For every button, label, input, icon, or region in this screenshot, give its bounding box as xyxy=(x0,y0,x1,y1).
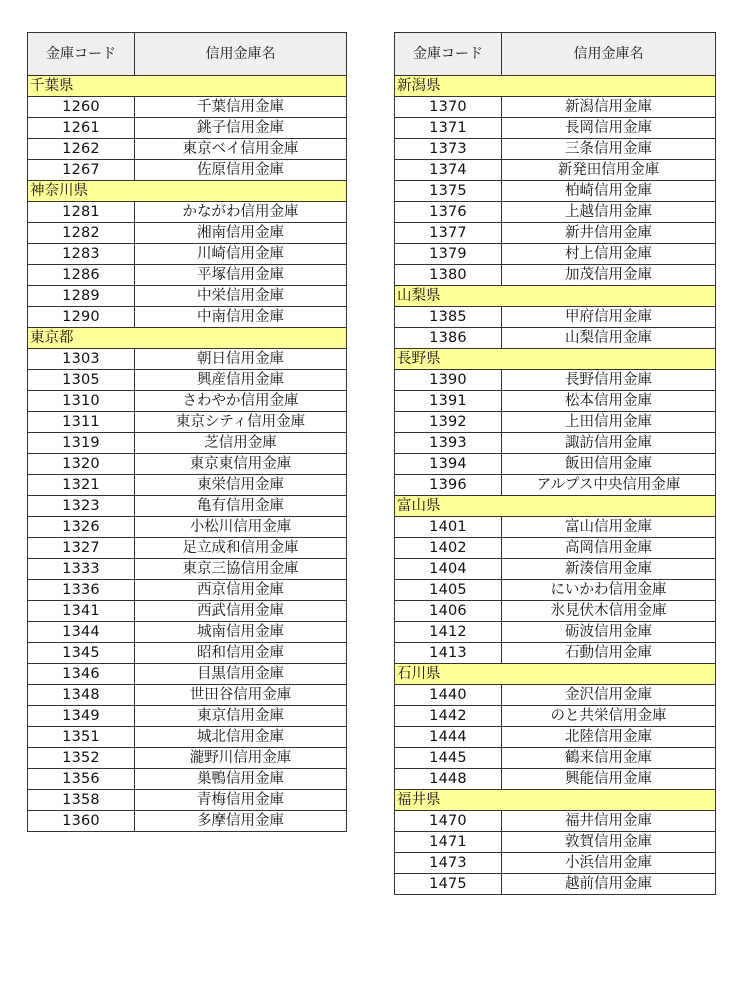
table-row xyxy=(395,559,716,580)
table-row xyxy=(28,685,347,706)
table-row xyxy=(395,727,716,748)
bank-code: 1290 xyxy=(28,307,135,328)
bank-name: 氷見伏木信用金庫 xyxy=(502,601,716,622)
prefecture-row xyxy=(395,76,716,97)
table-row xyxy=(395,580,716,601)
bank-code: 1413 xyxy=(395,643,502,664)
bank-name: 新発田信用金庫 xyxy=(502,160,716,181)
table-row xyxy=(395,223,716,244)
bank-code: 1401 xyxy=(395,517,502,538)
prefecture-label: 新潟県 xyxy=(395,76,716,97)
bank-code: 1370 xyxy=(395,97,502,118)
header-code: 金庫コード xyxy=(28,33,135,76)
bank-code: 1393 xyxy=(395,433,502,454)
prefecture-label: 東京都 xyxy=(28,328,347,349)
bank-name: 小松川信用金庫 xyxy=(135,517,347,538)
bank-name: 石動信用金庫 xyxy=(502,643,716,664)
prefecture-row xyxy=(395,286,716,307)
table-row xyxy=(28,265,347,286)
table-row xyxy=(28,139,347,160)
bank-code: 1406 xyxy=(395,601,502,622)
bank-name: 城南信用金庫 xyxy=(135,622,347,643)
table-row xyxy=(395,244,716,265)
bank-code: 1262 xyxy=(28,139,135,160)
bank-name: 亀有信用金庫 xyxy=(135,496,347,517)
bank-name: 千葉信用金庫 xyxy=(135,97,347,118)
bank-name: 湘南信用金庫 xyxy=(135,223,347,244)
prefecture-label: 神奈川県 xyxy=(28,181,347,202)
table-row xyxy=(28,748,347,769)
bank-code: 1475 xyxy=(395,874,502,895)
table-row xyxy=(395,118,716,139)
table-row xyxy=(395,706,716,727)
bank-name: 東京ベイ信用金庫 xyxy=(135,139,347,160)
table-row xyxy=(28,307,347,328)
bank-code: 1348 xyxy=(28,685,135,706)
bank-code: 1333 xyxy=(28,559,135,580)
bank-name: 長岡信用金庫 xyxy=(502,118,716,139)
bank-code: 1358 xyxy=(28,790,135,811)
table-row xyxy=(395,475,716,496)
bank-name: 城北信用金庫 xyxy=(135,727,347,748)
bank-code: 1380 xyxy=(395,265,502,286)
table-row xyxy=(28,433,347,454)
bank-name: 朝日信用金庫 xyxy=(135,349,347,370)
table-row xyxy=(28,118,347,139)
bank-name: 上越信用金庫 xyxy=(502,202,716,223)
table-row xyxy=(28,706,347,727)
bank-name: 鶴来信用金庫 xyxy=(502,748,716,769)
bank-name: 東京信用金庫 xyxy=(135,706,347,727)
bank-name: 柏崎信用金庫 xyxy=(502,181,716,202)
table-row xyxy=(28,244,347,265)
bank-code: 1289 xyxy=(28,286,135,307)
table-row xyxy=(28,286,347,307)
table-row xyxy=(395,538,716,559)
table-row xyxy=(28,538,347,559)
bank-code: 1345 xyxy=(28,643,135,664)
bank-name: 銚子信用金庫 xyxy=(135,118,347,139)
prefecture-label: 山梨県 xyxy=(395,286,716,307)
prefecture-label: 福井県 xyxy=(395,790,716,811)
bank-name: 東京三協信用金庫 xyxy=(135,559,347,580)
header-code: 金庫コード xyxy=(395,33,502,76)
bank-name: 三条信用金庫 xyxy=(502,139,716,160)
table-row xyxy=(395,328,716,349)
table-row xyxy=(28,475,347,496)
bank-name: 村上信用金庫 xyxy=(502,244,716,265)
table-row xyxy=(395,853,716,874)
table-row xyxy=(28,790,347,811)
table-row xyxy=(28,664,347,685)
table-row xyxy=(395,160,716,181)
bank-name: 芝信用金庫 xyxy=(135,433,347,454)
bank-code: 1267 xyxy=(28,160,135,181)
table-row xyxy=(395,181,716,202)
bank-code: 1305 xyxy=(28,370,135,391)
bank-name: 昭和信用金庫 xyxy=(135,643,347,664)
table-row xyxy=(395,748,716,769)
table-row xyxy=(395,622,716,643)
table-row xyxy=(28,727,347,748)
table-row xyxy=(395,601,716,622)
bank-name: 西京信用金庫 xyxy=(135,580,347,601)
bank-name: 北陸信用金庫 xyxy=(502,727,716,748)
table-row xyxy=(28,97,347,118)
table-row xyxy=(395,769,716,790)
bank-name: 上田信用金庫 xyxy=(502,412,716,433)
bank-code: 1376 xyxy=(395,202,502,223)
bank-code: 1360 xyxy=(28,811,135,832)
bank-code: 1319 xyxy=(28,433,135,454)
table-row xyxy=(395,139,716,160)
bank-code: 1336 xyxy=(28,580,135,601)
bank-code: 1320 xyxy=(28,454,135,475)
bank-name: 松本信用金庫 xyxy=(502,391,716,412)
table-row xyxy=(28,160,347,181)
prefecture-row xyxy=(28,181,347,202)
table-row xyxy=(28,622,347,643)
bank-name: 東栄信用金庫 xyxy=(135,475,347,496)
left-bank-table xyxy=(27,32,347,832)
bank-name: 長野信用金庫 xyxy=(502,370,716,391)
bank-code: 1445 xyxy=(395,748,502,769)
table-row xyxy=(28,454,347,475)
prefecture-row xyxy=(395,349,716,370)
bank-name: 加茂信用金庫 xyxy=(502,265,716,286)
table-row xyxy=(395,517,716,538)
bank-code: 1286 xyxy=(28,265,135,286)
bank-code: 1281 xyxy=(28,202,135,223)
prefecture-label: 千葉県 xyxy=(28,76,347,97)
table-row xyxy=(28,202,347,223)
bank-code: 1321 xyxy=(28,475,135,496)
bank-code: 1283 xyxy=(28,244,135,265)
bank-name: 山梨信用金庫 xyxy=(502,328,716,349)
table-row xyxy=(395,265,716,286)
bank-code: 1390 xyxy=(395,370,502,391)
prefecture-row xyxy=(28,328,347,349)
table-row xyxy=(28,601,347,622)
bank-code: 1396 xyxy=(395,475,502,496)
bank-code: 1373 xyxy=(395,139,502,160)
bank-code: 1377 xyxy=(395,223,502,244)
bank-code: 1440 xyxy=(395,685,502,706)
bank-code: 1346 xyxy=(28,664,135,685)
bank-code: 1473 xyxy=(395,853,502,874)
bank-code: 1391 xyxy=(395,391,502,412)
table-row xyxy=(395,202,716,223)
bank-code: 1303 xyxy=(28,349,135,370)
bank-name: 金沢信用金庫 xyxy=(502,685,716,706)
bank-code: 1448 xyxy=(395,769,502,790)
bank-code: 1412 xyxy=(395,622,502,643)
header-row xyxy=(28,33,347,76)
bank-name: 東京シティ信用金庫 xyxy=(135,412,347,433)
bank-name: かながわ信用金庫 xyxy=(135,202,347,223)
bank-code: 1311 xyxy=(28,412,135,433)
bank-name: 砺波信用金庫 xyxy=(502,622,716,643)
prefecture-label: 富山県 xyxy=(395,496,716,517)
table-row xyxy=(395,391,716,412)
bank-code: 1344 xyxy=(28,622,135,643)
bank-name: にいかわ信用金庫 xyxy=(502,580,716,601)
table-row xyxy=(28,412,347,433)
table-row xyxy=(395,412,716,433)
bank-name: 佐原信用金庫 xyxy=(135,160,347,181)
table-row xyxy=(395,433,716,454)
table-row xyxy=(395,874,716,895)
bank-name: 小浜信用金庫 xyxy=(502,853,716,874)
bank-name: 新井信用金庫 xyxy=(502,223,716,244)
bank-code: 1261 xyxy=(28,118,135,139)
table-row xyxy=(28,643,347,664)
bank-code: 1442 xyxy=(395,706,502,727)
bank-code: 1374 xyxy=(395,160,502,181)
bank-name: 巣鴨信用金庫 xyxy=(135,769,347,790)
bank-code: 1402 xyxy=(395,538,502,559)
table-row xyxy=(28,580,347,601)
prefecture-row xyxy=(395,790,716,811)
bank-name: 瀧野川信用金庫 xyxy=(135,748,347,769)
bank-code: 1385 xyxy=(395,307,502,328)
bank-code: 1394 xyxy=(395,454,502,475)
bank-name: 諏訪信用金庫 xyxy=(502,433,716,454)
bank-name: 興産信用金庫 xyxy=(135,370,347,391)
bank-code: 1356 xyxy=(28,769,135,790)
bank-code: 1386 xyxy=(395,328,502,349)
header-name: 信用金庫名 xyxy=(135,33,347,76)
table-row xyxy=(395,643,716,664)
table-row xyxy=(395,307,716,328)
bank-name: さわやか信用金庫 xyxy=(135,391,347,412)
bank-name: 高岡信用金庫 xyxy=(502,538,716,559)
bank-code: 1470 xyxy=(395,811,502,832)
bank-code: 1371 xyxy=(395,118,502,139)
bank-name: 新湊信用金庫 xyxy=(502,559,716,580)
bank-name: 飯田信用金庫 xyxy=(502,454,716,475)
table-row xyxy=(28,370,347,391)
header-row xyxy=(395,33,716,76)
bank-name: 興能信用金庫 xyxy=(502,769,716,790)
bank-code: 1375 xyxy=(395,181,502,202)
bank-code: 1379 xyxy=(395,244,502,265)
bank-name: アルプス中央信用金庫 xyxy=(502,475,716,496)
table-row xyxy=(28,811,347,832)
right-bank-table xyxy=(394,32,716,895)
bank-name: 越前信用金庫 xyxy=(502,874,716,895)
bank-name: 福井信用金庫 xyxy=(502,811,716,832)
bank-name: 西武信用金庫 xyxy=(135,601,347,622)
table-row xyxy=(28,496,347,517)
table-row xyxy=(395,454,716,475)
bank-code: 1341 xyxy=(28,601,135,622)
bank-code: 1326 xyxy=(28,517,135,538)
bank-code: 1260 xyxy=(28,97,135,118)
table-row xyxy=(28,517,347,538)
bank-code: 1351 xyxy=(28,727,135,748)
bank-name: 新潟信用金庫 xyxy=(502,97,716,118)
bank-code: 1323 xyxy=(28,496,135,517)
bank-name: 目黒信用金庫 xyxy=(135,664,347,685)
bank-code: 1327 xyxy=(28,538,135,559)
bank-code: 1392 xyxy=(395,412,502,433)
bank-code: 1310 xyxy=(28,391,135,412)
bank-name: 青梅信用金庫 xyxy=(135,790,347,811)
bank-code: 1352 xyxy=(28,748,135,769)
table-row xyxy=(395,370,716,391)
left-table-body xyxy=(28,76,347,832)
bank-code: 1404 xyxy=(395,559,502,580)
table-row xyxy=(395,811,716,832)
bank-code: 1405 xyxy=(395,580,502,601)
table-row xyxy=(395,97,716,118)
bank-name: 中南信用金庫 xyxy=(135,307,347,328)
right-table-body xyxy=(395,76,716,895)
prefecture-label: 長野県 xyxy=(395,349,716,370)
bank-code: 1282 xyxy=(28,223,135,244)
bank-code: 1471 xyxy=(395,832,502,853)
bank-name: 東京東信用金庫 xyxy=(135,454,347,475)
prefecture-row xyxy=(395,664,716,685)
bank-name: 足立成和信用金庫 xyxy=(135,538,347,559)
prefecture-label: 石川県 xyxy=(395,664,716,685)
bank-name: 富山信用金庫 xyxy=(502,517,716,538)
table-row xyxy=(28,559,347,580)
bank-name: 敦賀信用金庫 xyxy=(502,832,716,853)
bank-name: 甲府信用金庫 xyxy=(502,307,716,328)
table-row xyxy=(395,832,716,853)
bank-code: 1444 xyxy=(395,727,502,748)
header-name: 信用金庫名 xyxy=(502,33,716,76)
table-row xyxy=(28,391,347,412)
table-row xyxy=(28,769,347,790)
bank-name: 平塚信用金庫 xyxy=(135,265,347,286)
table-row xyxy=(28,223,347,244)
bank-name: 川崎信用金庫 xyxy=(135,244,347,265)
table-row xyxy=(395,685,716,706)
bank-code: 1349 xyxy=(28,706,135,727)
bank-name: 多摩信用金庫 xyxy=(135,811,347,832)
bank-name: 中栄信用金庫 xyxy=(135,286,347,307)
prefecture-row xyxy=(28,76,347,97)
prefecture-row xyxy=(395,496,716,517)
bank-name: 世田谷信用金庫 xyxy=(135,685,347,706)
table-row xyxy=(28,349,347,370)
bank-name: のと共栄信用金庫 xyxy=(502,706,716,727)
